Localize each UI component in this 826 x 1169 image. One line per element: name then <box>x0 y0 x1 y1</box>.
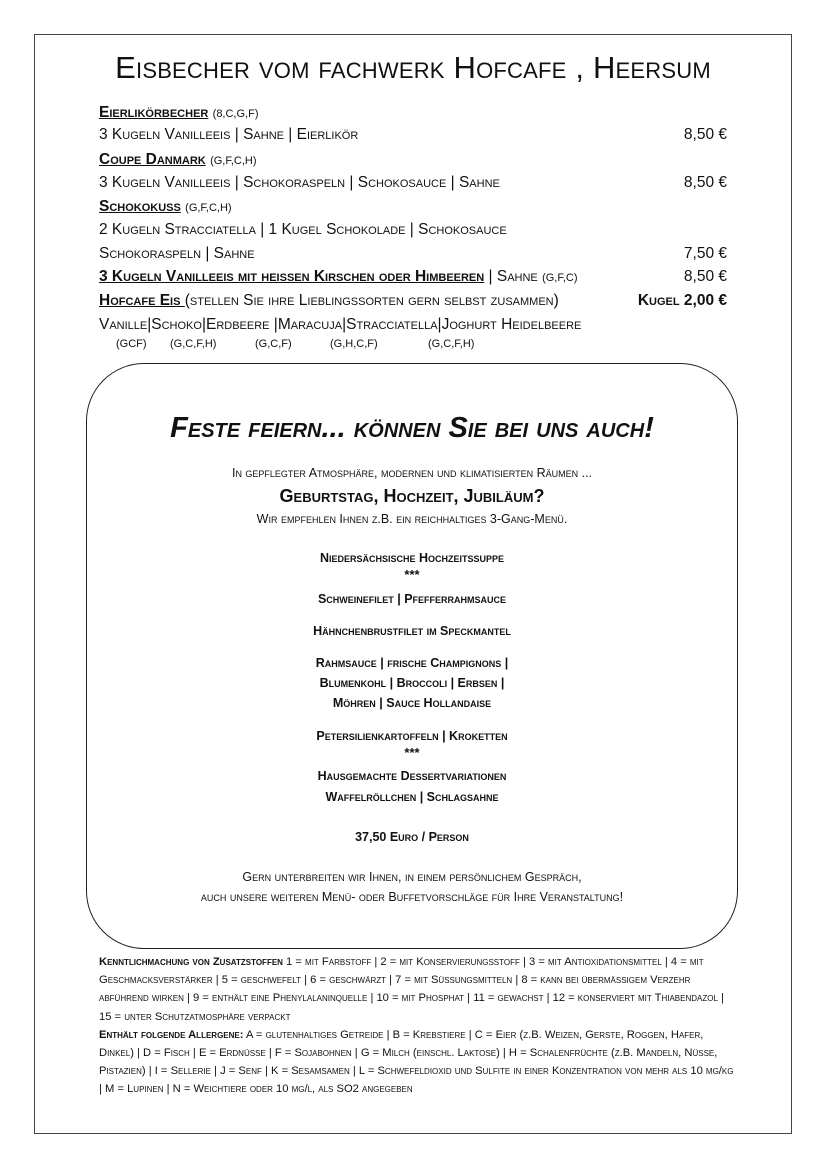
custom-item-price: Kugel 2,00 € <box>637 292 727 309</box>
menu-course-side-3: Möhren | Sauce Hollandaise <box>332 696 492 710</box>
menu-item-name-line <box>99 198 727 216</box>
menu-item-desc: 3 Kugeln Vanilleeis | Schokoraspeln | Schokosauce | Sahne <box>99 174 500 191</box>
special-item-name: 3 Kugeln Vanilleeis mit heißen Kirschen oder Himbeeren <box>99 268 485 285</box>
events-headline: Feste feiern... können Sie bei uns auch! <box>170 412 654 444</box>
menu-item-name: Coupe Danmark <box>99 151 206 168</box>
additives-text: 1 = mit Farbstoff | 2 = mit Konservierungsstoff | 3 = mit Antioxidationsmittel | 4 = mit Geschmacksverstärker | 5 = geschwefelt | 6 = geschwärzt | 7 = mit Süßungsmitteln | 8 = kann bei übermäßigem Verzehr abführend wirken | 9 = enthält eine Phenylalaninquelle | 10 = mit Phosphat | 11 = gewachst | 12 = konserviert mit Thiabendazol | 15 = unter Schutzatmosphäre verpackt <box>99 956 724 1023</box>
menu-item-name: Eierlikörbecher <box>99 104 209 121</box>
events-recommend: Wir empfehlen Ihnen z.B. ein reichhaltiges 3-Gang-Menü. <box>256 512 568 526</box>
allergen-codes: (G,F,C,H) <box>185 202 232 214</box>
events-note-2: auch unsere weiteren Menü- oder Buffetvorschläge für Ihre Veranstaltung! <box>200 890 624 904</box>
menu-price: 37,50 Euro / Person <box>355 830 469 844</box>
menu-item-price: 7,50 € <box>683 245 727 262</box>
custom-item-name: Hofcafe Eis <box>99 292 185 309</box>
allergen-codes: (G,F,C) <box>542 272 578 284</box>
menu-course-main-1: Schweinefilet | Pfefferrahmsauce <box>317 592 507 606</box>
menu-item-name: Schokokuss <box>99 198 181 215</box>
legal-notes <box>99 953 739 1099</box>
menu-course-dessert-1: Hausgemachte Dessertvariationen <box>317 769 507 783</box>
special-item-rest: | Sahne <box>484 268 543 285</box>
allergen-codes: (8,C,G,F) <box>212 108 259 120</box>
course-separator: *** <box>404 745 420 760</box>
flavor-code: (G,C,F,H) <box>428 338 475 350</box>
menu-item-desc-line <box>99 174 727 192</box>
flavor-code: (GCF) <box>116 338 147 350</box>
menu-item-price: 8,50 € <box>683 126 727 143</box>
allergens-text: A = glutenhaltiges Getreide | B = Krebstiere | C = Eier (z.B. Weizen, Gerste, Roggen, Hafer, Dinkel) | D = Fisch | E = Erdnüsse | F = Sojabohnen | G = Milch (einschl. Laktose) | H = Schalenfrüchte (z.B. Mandeln, Nüsse, Pistazien) | I = Sellerie | J = Senf | K = Sesamsamen | L = Schwefeldioxid und Sulfite in einer Konzentration von mehr als 10 mg/kg | M = Lupinen | N = Weichtiere oder 10 mg/l, als SO2 angegeben <box>99 1028 734 1096</box>
menu-course-side-1: Rahmsauce | frische Champignons | <box>315 656 509 670</box>
menu-course-side-2: Blumenkohl | Broccoli | Erbsen | <box>319 676 505 690</box>
allergen-codes: (G,F,C,H) <box>210 155 257 167</box>
menu-item-desc: 2 Kugeln Stracciatella | 1 Kugel Schokolade | Schokosauce <box>99 221 507 238</box>
flavor-list: Vanille|Schoko|Erdbeere |Maracuja|Stracciatella|Joghurt Heidelbeere <box>99 316 582 333</box>
flavor-code: (G,C,F) <box>255 338 292 350</box>
menu-item-desc-line <box>99 245 727 263</box>
allergens-label: Enthält folgende Allergene: <box>99 1028 244 1041</box>
flavor-code: (G,C,F,H) <box>170 338 217 350</box>
menu-course-soup: Niedersächsische Hochzeitssuppe <box>319 551 505 565</box>
menu-course-dessert-2: Waffelröllchen | Schlagsahne <box>325 790 499 804</box>
menu-item-desc-line <box>99 221 727 239</box>
additives-label: Kenntlichmachung von Zusatzstoffen <box>99 956 283 968</box>
menu-course-main-2: Hähnchenbrustfilet im Speckmantel <box>313 624 511 638</box>
page-title: Eisbecher vom fachwerk Hofcafe , Heersum <box>115 50 711 85</box>
menu-item-desc-line <box>99 126 727 144</box>
menu-course-potatoes: Petersilienkartoffeln | Kroketten <box>316 729 508 743</box>
custom-item-rest: (stellen Sie ihre Lieblingssorten gern selbst zusammen) <box>184 292 559 309</box>
menu-item-price: 8,50 € <box>683 174 727 191</box>
events-note-1: Gern unterbreiten wir Ihnen, in einem persönlichem Gespräch, <box>242 870 582 884</box>
custom-item-line <box>99 292 727 310</box>
events-intro: In gepflegter Atmosphäre, modernen und klimatisierten Räumen ... <box>231 466 593 480</box>
flavor-code: (G,H,C,F) <box>330 338 378 350</box>
special-item-line <box>99 268 727 286</box>
menu-item-name-line <box>99 151 727 169</box>
special-item-price: 8,50 € <box>683 268 727 285</box>
events-occasions: Geburtstag, Hochzeit, Jubiläum? <box>279 486 545 506</box>
menu-item-desc-2: Schokoraspeln | Sahne <box>99 245 255 262</box>
menu-item-name-line <box>99 104 727 122</box>
course-separator: *** <box>404 567 420 582</box>
menu-item-desc: 3 Kugeln Vanilleeis | Sahne | Eierlikör <box>99 126 359 143</box>
